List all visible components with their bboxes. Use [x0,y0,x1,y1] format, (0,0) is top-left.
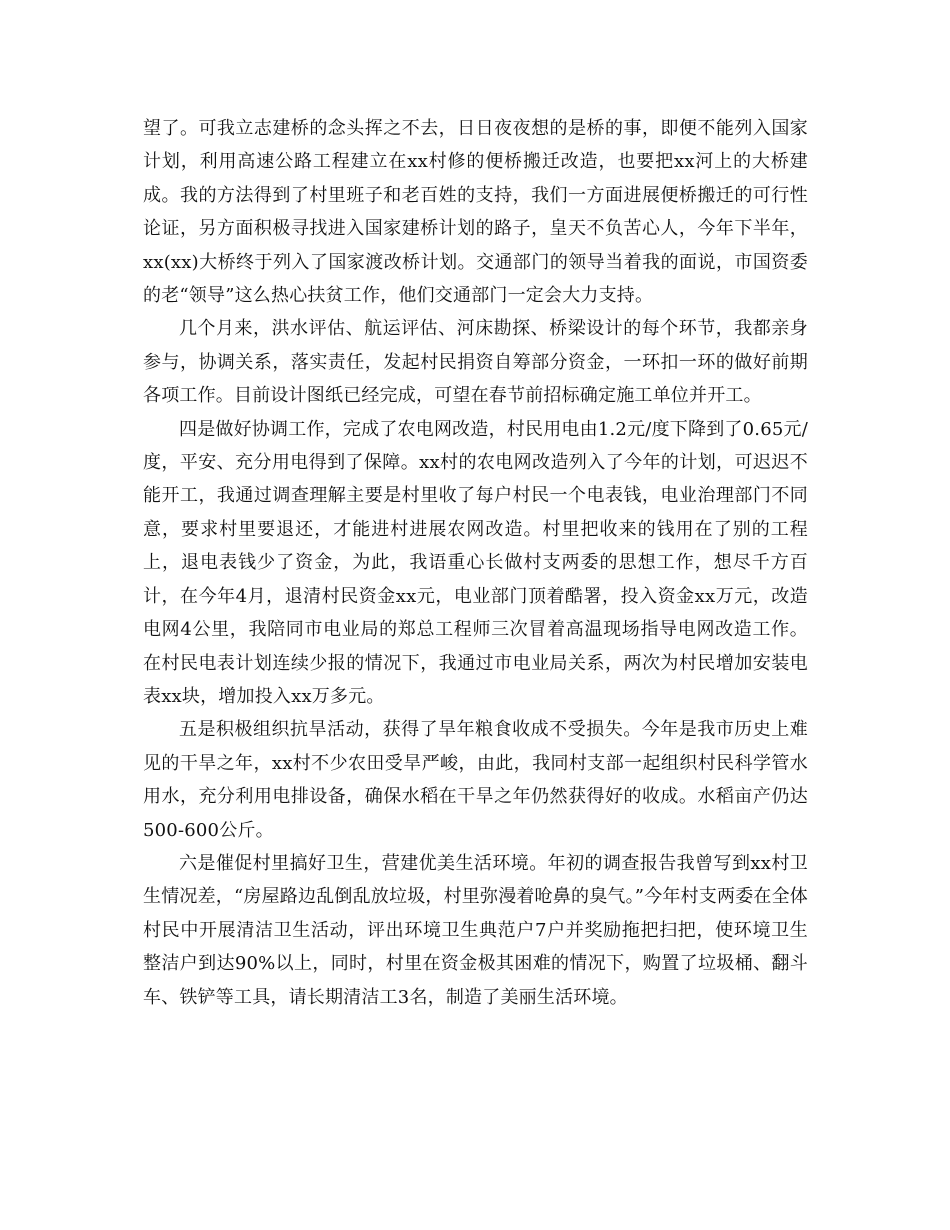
paragraph-bridge-progress: 几个月来，洪水评估、航运评估、河床勘探、桥梁设计的每个环节，我都亲身参与，协调关系，落实责任，发起村民捐资自筹部分资金，一环扣一环的做好前期各项工作。目前设计图纸已经完成，可望在春节前招标确定施工单位并开工。 [143,318,808,407]
paragraph-grid-upgrade: 四是做好协调工作，完成了农电网改造，村民用电由1.2元/度下降到了0.65元/度，平安、充分用电得到了保障。xx村的农电网改造列入了今年的计划，可迟迟不能开工，我通过调查理解主要是村里收了每户村民一个电表钱，电业治理部门不同意，要求村里要退还，才能进村进展农网改造。村里把收来的钱用在了别的工程上，退电表钱少了资金，为此，我语重心长做村支两委的思想工作，想尽千方百计，在今年4月，退清村民资金xx元，电业部门顶着酷署，投入资金xx万元，改造电网4公里，我陪同市电业局的郑总工程师三次冒着高温现场指导电网改造工作。在村民电表计划连续少报的情况下，我通过市电业局关系，两次为村民增加安装电表xx块，增加投入xx万多元。 [143,418,808,707]
paragraph-continued: 望了。可我立志建桥的念头挥之不去，日日夜夜想的是桥的事，即便不能列入国家计划，利用高速公路工程建立在xx村修的便桥搬迁改造，也要把xx河上的大桥建成。我的方法得到了村里班子和老百姓的支持，我们一方面进展便桥搬迁的可行性论证，另方面积极寻找进入国家建桥计划的路子，皇天不负苦心人，今年下半年，xx(xx)大桥终于列入了国家渡改桥计划。交通部门的领导当着我的面说，市国资委的老“领导”这么热心扶贫工作，他们交通部门一定会大力支持。 [143,118,808,307]
paragraph-sanitation: 六是催促村里搞好卫生，营建优美生活环境。年初的调查报告我曾写到xx村卫生情况差，“房屋路边乱倒乱放垃圾，村里弥漫着呛鼻的臭气。”今年村支两委在全体村民中开展清洁卫生活动，评出环境卫生典范户7户并奖励拖把扫把，使环境卫生整洁户到达90%以上，同时，村里在资金极其困难的情况下，购置了垃圾桶、翻斗车、铁铲等工具，请长期清洁工3名，制造了美丽生活环境。 [143,852,809,1008]
document-body [143,112,808,1014]
paragraph-drought-relief: 五是积极组织抗旱活动，获得了旱年粮食收成不受损失。今年是我市历史上难见的干旱之年，xx村不少农田受旱严峻，由此，我同村支部一起组织村民科学管水用水，充分利用电排设备，确保水稻在干旱之年仍然获得好的收成。水稻亩产仍达500-600公斤。 [143,719,808,841]
